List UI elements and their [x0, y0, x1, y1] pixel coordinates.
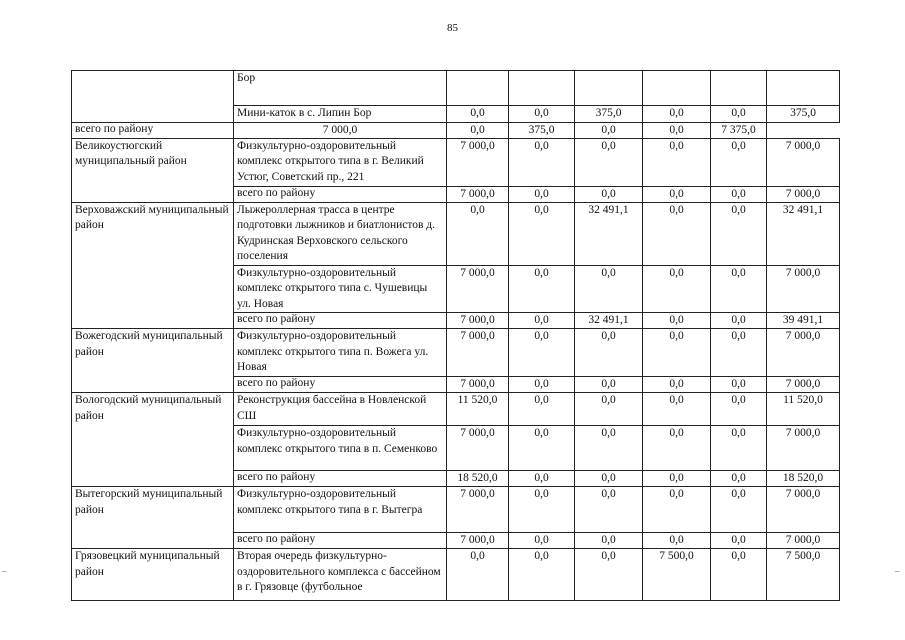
value-cell: 7 000,0: [447, 426, 509, 471]
value-cell: 0,0: [575, 533, 643, 549]
table-row: [72, 549, 840, 601]
value-cell: 0,0: [575, 487, 643, 533]
value-cell: 0,0: [711, 202, 767, 265]
district-cell: Великоустюгский муниципальный район: [72, 138, 234, 202]
value-cell: 32 491,1: [575, 202, 643, 265]
edge-mark-left: –: [2, 566, 7, 576]
value-cell: 0,0: [447, 106, 509, 123]
value-cell: 0,0: [509, 313, 575, 329]
value-cell: 7 000,0: [447, 265, 509, 313]
value-cell: 0,0: [509, 549, 575, 601]
total-label-cell: всего по району: [234, 533, 447, 549]
table-row: [72, 71, 840, 106]
value-cell: 0,0: [509, 426, 575, 471]
object-cell: Лыжероллерная трасса в центре подготовки лыжников и биатлонистов д. Кудринская Верховского сельского поселения: [234, 202, 447, 265]
value-cell: 0,0: [575, 471, 643, 487]
value-cell: 7 375,0: [711, 122, 767, 138]
value-cell: 0,0: [711, 549, 767, 601]
value-cell: 11 520,0: [447, 393, 509, 426]
value-cell: 0,0: [447, 202, 509, 265]
value-cell: 0,0: [575, 377, 643, 393]
value-cell: 0,0: [711, 393, 767, 426]
value-cell: 0,0: [447, 549, 509, 601]
value-cell: 0,0: [711, 426, 767, 471]
value-cell: 7 000,0: [767, 186, 840, 202]
district-cell: Вытегорский муниципальный район: [72, 487, 234, 549]
value-cell: 11 520,0: [767, 393, 840, 426]
value-cell: 0,0: [509, 138, 575, 186]
value-cell: 0,0: [643, 471, 711, 487]
object-cell: Бор: [234, 71, 447, 106]
value-cell: 7 000,0: [767, 487, 840, 533]
value-cell: 0,0: [509, 202, 575, 265]
value-cell: 0,0: [509, 329, 575, 377]
value-cell: 0,0: [447, 122, 509, 138]
value-cell: 0,0: [711, 313, 767, 329]
value-cell: 7 000,0: [447, 329, 509, 377]
value-cell: 0,0: [643, 426, 711, 471]
value-cell: 0,0: [643, 377, 711, 393]
value-cell: 7 000,0: [767, 533, 840, 549]
value-cell: 7 000,0: [767, 329, 840, 377]
district-cell: [72, 71, 234, 123]
total-label-cell: всего по району: [72, 122, 234, 138]
value-cell: 375,0: [509, 122, 575, 138]
table-row: [72, 202, 840, 265]
value-cell: [447, 71, 509, 106]
value-cell: 7 500,0: [643, 549, 711, 601]
value-cell: [575, 71, 643, 106]
total-label-cell: всего по району: [234, 186, 447, 202]
value-cell: 0,0: [509, 265, 575, 313]
value-cell: 0,0: [509, 487, 575, 533]
value-cell: 0,0: [643, 313, 711, 329]
value-cell: 0,0: [509, 377, 575, 393]
value-cell: 7 000,0: [447, 186, 509, 202]
object-cell: Физкультурно-оздоровительный комплекс открытого типа п. Вожега ул. Новая: [234, 329, 447, 377]
total-row: [72, 122, 840, 138]
object-cell: Физкультурно-оздоровительный комплекс открытого типа в п. Семенково: [234, 426, 447, 471]
value-cell: 0,0: [509, 186, 575, 202]
value-cell: 0,0: [643, 186, 711, 202]
district-cell: Верховажский муниципальный район: [72, 202, 234, 329]
value-cell: 0,0: [575, 329, 643, 377]
table-row: [72, 393, 840, 426]
value-cell: 375,0: [575, 106, 643, 123]
value-cell: 0,0: [711, 533, 767, 549]
value-cell: 0,0: [711, 487, 767, 533]
value-cell: 0,0: [711, 471, 767, 487]
value-cell: 0,0: [575, 138, 643, 186]
value-cell: 32 491,1: [767, 202, 840, 265]
value-cell: 0,0: [711, 329, 767, 377]
value-cell: [711, 71, 767, 106]
value-cell: 32 491,1: [575, 313, 643, 329]
value-cell: 0,0: [643, 106, 711, 123]
total-label-cell: всего по району: [234, 313, 447, 329]
value-cell: 0,0: [509, 393, 575, 426]
object-cell: Физкультурно-оздоровительный комплекс открытого типа в г. Вытегра: [234, 487, 447, 533]
value-cell: 7 000,0: [447, 533, 509, 549]
value-cell: 0,0: [643, 329, 711, 377]
value-cell: 7 000,0: [447, 377, 509, 393]
value-cell: 0,0: [643, 533, 711, 549]
value-cell: 7 000,0: [767, 138, 840, 186]
edge-mark-right: –: [895, 566, 900, 576]
value-cell: 0,0: [509, 106, 575, 123]
value-cell: [767, 71, 840, 106]
table-row: [72, 329, 840, 377]
value-cell: 0,0: [509, 471, 575, 487]
value-cell: 0,0: [711, 377, 767, 393]
object-cell: Мини-каток в с. Липин Бор: [234, 106, 447, 123]
value-cell: 0,0: [575, 122, 643, 138]
value-cell: 0,0: [575, 186, 643, 202]
value-cell: 0,0: [575, 549, 643, 601]
value-cell: 0,0: [643, 138, 711, 186]
value-cell: 0,0: [643, 122, 711, 138]
value-cell: 18 520,0: [767, 471, 840, 487]
value-cell: 0,0: [575, 265, 643, 313]
object-cell: Физкультурно-оздоровительный комплекс открытого типа с. Чушевицы ул. Новая: [234, 265, 447, 313]
object-cell: Реконструкция бассейна в Новленской СШ: [234, 393, 447, 426]
value-cell: 0,0: [711, 106, 767, 123]
object-cell: Физкультурно-оздоровительный комплекс открытого типа в г. Великий Устюг, Советский пр., 221: [234, 138, 447, 186]
value-cell: 375,0: [767, 106, 840, 123]
value-cell: 7 500,0: [767, 549, 840, 601]
budget-table: [71, 70, 840, 601]
total-label-cell: всего по району: [234, 471, 447, 487]
table-row: [72, 487, 840, 533]
value-cell: 0,0: [643, 393, 711, 426]
table-row: [72, 138, 840, 186]
value-cell: 0,0: [643, 487, 711, 533]
value-cell: 0,0: [643, 202, 711, 265]
value-cell: 7 000,0: [767, 377, 840, 393]
value-cell: 0,0: [711, 186, 767, 202]
value-cell: 0,0: [643, 265, 711, 313]
value-cell: 7 000,0: [767, 426, 840, 471]
total-label-cell: всего по району: [234, 377, 447, 393]
district-cell: Вожегодский муниципальный район: [72, 329, 234, 393]
value-cell: 7 000,0: [447, 487, 509, 533]
object-cell: Вторая очередь физкультурно-оздоровительного комплекса с бассейном в г. Грязовце (футбольное: [234, 549, 447, 601]
value-cell: 0,0: [575, 393, 643, 426]
value-cell: [643, 71, 711, 106]
value-cell: 18 520,0: [447, 471, 509, 487]
value-cell: 0,0: [575, 426, 643, 471]
value-cell: 39 491,1: [767, 313, 840, 329]
value-cell: 0,0: [711, 138, 767, 186]
value-cell: [509, 71, 575, 106]
table-body: [72, 71, 840, 601]
district-cell: Грязовецкий муниципальный район: [72, 549, 234, 601]
page-number: 85: [447, 22, 458, 34]
value-cell: 0,0: [711, 265, 767, 313]
value-cell: 7 000,0: [447, 313, 509, 329]
value-cell: 0,0: [509, 533, 575, 549]
value-cell: 7 000,0: [447, 138, 509, 186]
value-cell: 7 000,0: [234, 122, 447, 138]
district-cell: Вологодский муниципальный район: [72, 393, 234, 487]
value-cell: 7 000,0: [767, 265, 840, 313]
